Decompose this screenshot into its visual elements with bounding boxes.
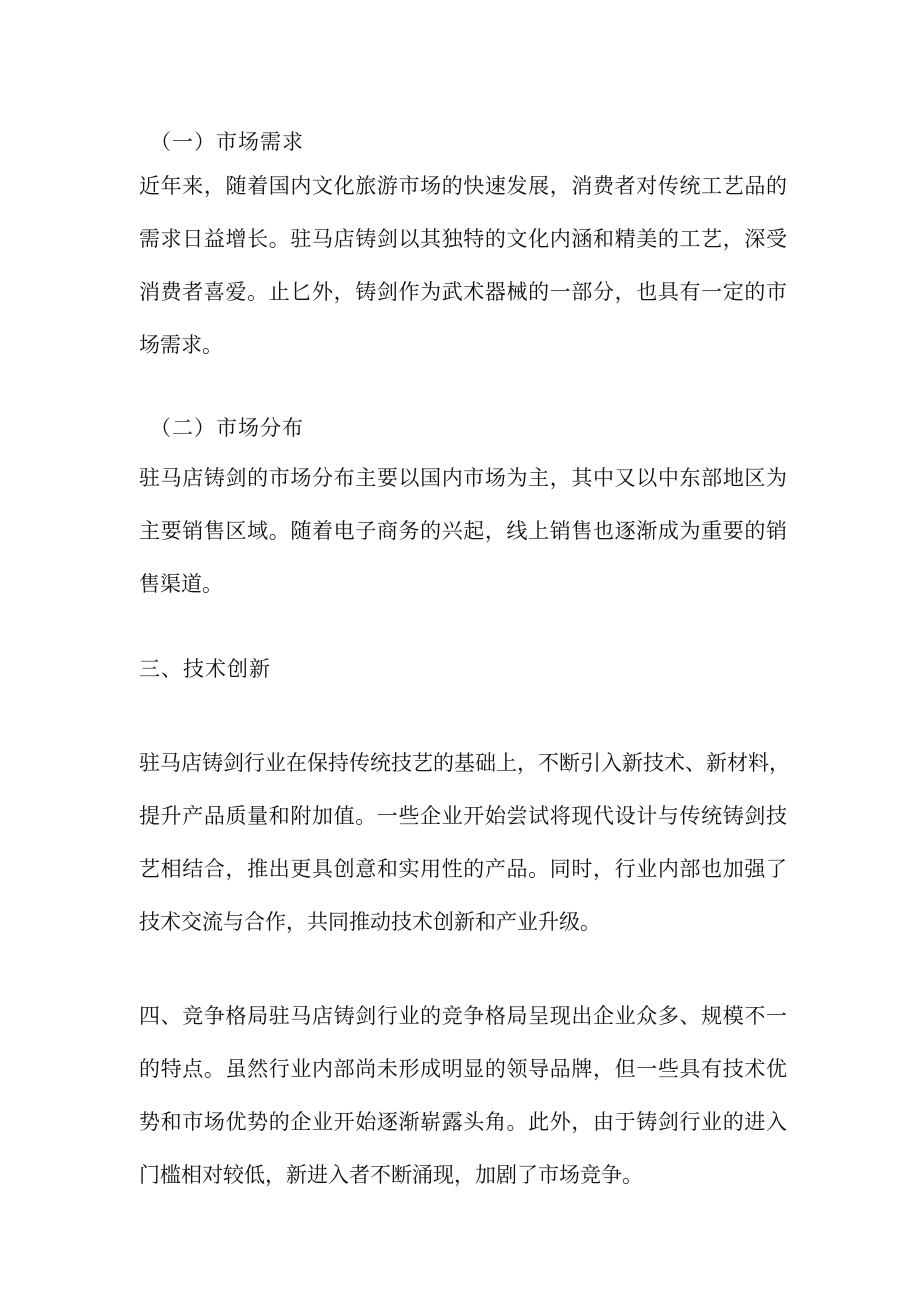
text-line: 消费者喜爱。止匕外，铸剑作为武术器械的一部分，也具有一定的市: [139, 280, 787, 304]
heading-market-demand: （一）市场需求: [150, 130, 304, 154]
text-line: 势和市场优势的企业开始逐渐崭露头角。此外，由于铸剑行业的进入: [139, 1110, 787, 1134]
text-line: 提升产品质量和附加值。一些企业开始尝试将现代设计与传统铸剑技: [139, 804, 787, 828]
text-line: 的特点。虽然行业内部尚未形成明显的领导品牌，但一些具有技术优: [139, 1057, 787, 1081]
paragraph-tech-innovation: [139, 737, 790, 949]
text-line: 驻马店铸剑行业在保持传统技艺的基础上，不断引入新技术、新材料，: [139, 751, 790, 775]
paragraph-competition: [139, 990, 787, 1202]
paragraph-market-demand: [139, 160, 787, 372]
text-line: 艺相结合，推出更具创意和实用性的产品。同时，行业内部也加强了: [139, 857, 787, 881]
text-line: 技术交流与合作，共同推动技术创新和产业升级。: [139, 910, 601, 934]
text-line: 主要销售区域。随着电子商务的兴起，线上销售也逐渐成为重要的销: [139, 519, 787, 543]
text-line: 驻马店铸剑的市场分布主要以国内市场为主，其中又以中东部地区为: [139, 466, 787, 490]
text-line: 门槛相对较低，新进入者不断涌现，加剧了市场竞争。: [139, 1163, 643, 1187]
heading-market-distribution: （二）市场分布: [150, 416, 304, 440]
heading-tech-innovation: 三、技术创新: [139, 657, 271, 681]
text-line: 售渠道。: [139, 572, 223, 596]
text-line: 四、竞争格局驻马店铸剑行业的竞争格局呈现出企业众多、规模不一: [139, 1004, 787, 1028]
text-line: 近年来，随着国内文化旅游市场的快速发展，消费者对传统工艺品的: [139, 174, 787, 198]
text-line: 场需求。: [139, 333, 223, 357]
text-line: 需求日益增长。驻马店铸剑以其独特的文化内涵和精美的工艺，深受: [139, 227, 787, 251]
paragraph-market-distribution: [139, 452, 787, 611]
